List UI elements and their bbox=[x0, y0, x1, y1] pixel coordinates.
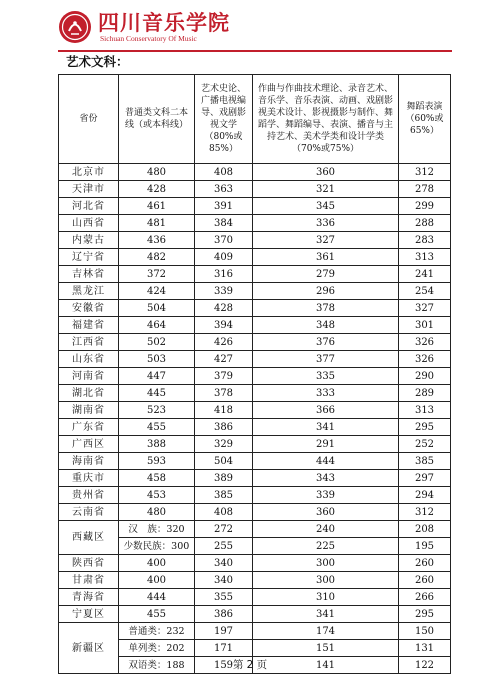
province-cell: 新疆区 bbox=[59, 623, 119, 674]
table-row bbox=[59, 351, 451, 368]
composition-score-cell: 376 bbox=[253, 334, 399, 351]
province-cell: 广东省 bbox=[59, 419, 119, 436]
composition-score-cell: 141 bbox=[253, 657, 399, 674]
art-theory-score-cell: 340 bbox=[195, 555, 253, 572]
composition-score-cell: 360 bbox=[253, 164, 399, 181]
dance-score-cell: 208 bbox=[399, 521, 451, 538]
dance-score-cell: 241 bbox=[399, 266, 451, 283]
art-theory-score-cell: 355 bbox=[195, 589, 253, 606]
composition-score-cell: 291 bbox=[253, 436, 399, 453]
province-cell: 云南省 bbox=[59, 504, 119, 521]
header-art-theory: 艺术史论、广播电视编导、戏剧影视文学（80%或85%） bbox=[195, 75, 253, 164]
art-theory-score-cell: 197 bbox=[195, 623, 253, 640]
page-number: 第 2 页 bbox=[232, 659, 268, 671]
art-theory-score-cell: 386 bbox=[195, 606, 253, 623]
table-row bbox=[59, 487, 451, 504]
art-theory-score-cell: 408 bbox=[195, 504, 253, 521]
composition-score-cell: 377 bbox=[253, 351, 399, 368]
baseline-cell: 汉 族：320 bbox=[119, 521, 195, 538]
dance-score-cell: 299 bbox=[399, 198, 451, 215]
province-cell: 重庆市 bbox=[59, 470, 119, 487]
header-province: 省份 bbox=[59, 75, 119, 164]
province-cell: 内蒙古 bbox=[59, 232, 119, 249]
dance-score-cell: 278 bbox=[399, 181, 451, 198]
province-cell: 陕西省 bbox=[59, 555, 119, 572]
art-theory-score-cell: 391 bbox=[195, 198, 253, 215]
composition-score-cell: 360 bbox=[253, 504, 399, 521]
table-row bbox=[59, 623, 451, 640]
composition-score-cell: 240 bbox=[253, 521, 399, 538]
baseline-cell: 461 bbox=[119, 198, 195, 215]
baseline-cell: 428 bbox=[119, 181, 195, 198]
art-theory-score-cell: 379 bbox=[195, 368, 253, 385]
composition-score-cell: 335 bbox=[253, 368, 399, 385]
baseline-cell: 双语类：188 bbox=[119, 657, 195, 674]
table-header-row bbox=[59, 75, 451, 164]
table-row bbox=[59, 436, 451, 453]
composition-score-cell: 333 bbox=[253, 385, 399, 402]
dance-score-cell: 326 bbox=[399, 351, 451, 368]
art-theory-score-cell: 255 bbox=[195, 538, 253, 555]
art-theory-score-cell: 316 bbox=[195, 266, 253, 283]
composition-score-cell: 341 bbox=[253, 419, 399, 436]
province-cell: 吉林省 bbox=[59, 266, 119, 283]
composition-score-cell: 151 bbox=[253, 640, 399, 657]
province-cell: 山东省 bbox=[59, 351, 119, 368]
dance-score-cell: 313 bbox=[399, 249, 451, 266]
province-cell: 贵州省 bbox=[59, 487, 119, 504]
baseline-cell: 445 bbox=[119, 385, 195, 402]
baseline-cell: 523 bbox=[119, 402, 195, 419]
province-cell: 河北省 bbox=[59, 198, 119, 215]
table-row bbox=[59, 385, 451, 402]
baseline-cell: 436 bbox=[119, 232, 195, 249]
table-row bbox=[59, 334, 451, 351]
table-row bbox=[59, 232, 451, 249]
table-row bbox=[59, 215, 451, 232]
art-theory-score-cell: 394 bbox=[195, 317, 253, 334]
dance-score-cell: 288 bbox=[399, 215, 451, 232]
dance-score-cell: 150 bbox=[399, 623, 451, 640]
table-row bbox=[59, 198, 451, 215]
baseline-cell: 453 bbox=[119, 487, 195, 504]
composition-score-cell: 361 bbox=[253, 249, 399, 266]
table-row bbox=[59, 317, 451, 334]
art-theory-score-cell: 504 bbox=[195, 453, 253, 470]
score-table bbox=[58, 74, 451, 674]
table-row bbox=[59, 555, 451, 572]
dance-score-cell: 295 bbox=[399, 419, 451, 436]
art-theory-score-cell: 385 bbox=[195, 487, 253, 504]
composition-score-cell: 279 bbox=[253, 266, 399, 283]
baseline-cell: 481 bbox=[119, 215, 195, 232]
dance-score-cell: 312 bbox=[399, 504, 451, 521]
composition-score-cell: 174 bbox=[253, 623, 399, 640]
table-row bbox=[59, 368, 451, 385]
dance-score-cell: 260 bbox=[399, 555, 451, 572]
dance-score-cell: 385 bbox=[399, 453, 451, 470]
dance-score-cell: 260 bbox=[399, 572, 451, 589]
dance-score-cell: 312 bbox=[399, 164, 451, 181]
composition-score-cell: 300 bbox=[253, 555, 399, 572]
dance-score-cell: 254 bbox=[399, 283, 451, 300]
composition-score-cell: 378 bbox=[253, 300, 399, 317]
baseline-cell: 400 bbox=[119, 572, 195, 589]
baseline-cell: 464 bbox=[119, 317, 195, 334]
art-theory-score-cell: 384 bbox=[195, 215, 253, 232]
art-theory-score-cell: 363 bbox=[195, 181, 253, 198]
table-body bbox=[59, 164, 451, 674]
dance-score-cell: 252 bbox=[399, 436, 451, 453]
province-cell: 福建省 bbox=[59, 317, 119, 334]
composition-score-cell: 343 bbox=[253, 470, 399, 487]
art-theory-score-cell: 386 bbox=[195, 419, 253, 436]
baseline-cell: 458 bbox=[119, 470, 195, 487]
composition-score-cell: 366 bbox=[253, 402, 399, 419]
province-cell: 天津市 bbox=[59, 181, 119, 198]
composition-score-cell: 225 bbox=[253, 538, 399, 555]
table-row bbox=[59, 521, 451, 538]
header-composition: 作曲与作曲技术理论、录音艺术、音乐学、音乐表演、动画、戏剧影视美术设计、影视摄影与制作、舞蹈学、舞蹈编导、表演、播音与主持艺术、美术学类和设计学类（70%或75%） bbox=[253, 75, 399, 164]
art-theory-score-cell: 426 bbox=[195, 334, 253, 351]
baseline-cell: 372 bbox=[119, 266, 195, 283]
province-cell: 广西区 bbox=[59, 436, 119, 453]
baseline-cell: 502 bbox=[119, 334, 195, 351]
baseline-cell: 单列类：202 bbox=[119, 640, 195, 657]
brand-name-cn: 四川音乐学院 bbox=[98, 10, 230, 35]
composition-score-cell: 300 bbox=[253, 572, 399, 589]
composition-score-cell: 327 bbox=[253, 232, 399, 249]
art-theory-score-cell: 370 bbox=[195, 232, 253, 249]
province-cell: 青海省 bbox=[59, 589, 119, 606]
table-row bbox=[59, 402, 451, 419]
composition-score-cell: 341 bbox=[253, 606, 399, 623]
province-cell: 山西省 bbox=[59, 215, 119, 232]
province-cell: 宁夏区 bbox=[59, 606, 119, 623]
table-row bbox=[59, 606, 451, 623]
art-theory-score-cell: 329 bbox=[195, 436, 253, 453]
section-title: 艺术文科： bbox=[66, 54, 129, 69]
dance-score-cell: 327 bbox=[399, 300, 451, 317]
table-row bbox=[59, 249, 451, 266]
dance-score-cell: 266 bbox=[399, 589, 451, 606]
province-cell: 黑龙江 bbox=[59, 283, 119, 300]
table-row bbox=[59, 164, 451, 181]
art-theory-score-cell: 427 bbox=[195, 351, 253, 368]
table-row bbox=[59, 266, 451, 283]
dance-score-cell: 195 bbox=[399, 538, 451, 555]
dance-score-cell: 289 bbox=[399, 385, 451, 402]
dance-score-cell: 283 bbox=[399, 232, 451, 249]
art-theory-score-cell: 159 bbox=[195, 657, 253, 674]
baseline-cell: 503 bbox=[119, 351, 195, 368]
province-cell: 江西省 bbox=[59, 334, 119, 351]
baseline-cell: 455 bbox=[119, 606, 195, 623]
table-row bbox=[59, 572, 451, 589]
baseline-cell: 455 bbox=[119, 419, 195, 436]
table-row bbox=[59, 300, 451, 317]
art-theory-score-cell: 389 bbox=[195, 470, 253, 487]
baseline-cell: 504 bbox=[119, 300, 195, 317]
table-row bbox=[59, 283, 451, 300]
composition-score-cell: 310 bbox=[253, 589, 399, 606]
header bbox=[58, 10, 458, 48]
dance-score-cell: 326 bbox=[399, 334, 451, 351]
dance-score-cell: 294 bbox=[399, 487, 451, 504]
baseline-cell: 480 bbox=[119, 504, 195, 521]
baseline-cell: 444 bbox=[119, 589, 195, 606]
header-dance: 舞蹈表演（60%或65%） bbox=[399, 75, 451, 164]
province-cell: 湖北省 bbox=[59, 385, 119, 402]
art-theory-score-cell: 418 bbox=[195, 402, 253, 419]
province-cell: 河南省 bbox=[59, 368, 119, 385]
dance-score-cell: 313 bbox=[399, 402, 451, 419]
baseline-cell: 少数民族：300 bbox=[119, 538, 195, 555]
art-theory-score-cell: 272 bbox=[195, 521, 253, 538]
art-theory-score-cell: 340 bbox=[195, 572, 253, 589]
dance-score-cell: 297 bbox=[399, 470, 451, 487]
table-row bbox=[59, 453, 451, 470]
art-theory-score-cell: 408 bbox=[195, 164, 253, 181]
header-divider bbox=[58, 50, 452, 52]
baseline-cell: 424 bbox=[119, 283, 195, 300]
composition-score-cell: 345 bbox=[253, 198, 399, 215]
dance-score-cell: 122 bbox=[399, 657, 451, 674]
composition-score-cell: 321 bbox=[253, 181, 399, 198]
baseline-cell: 593 bbox=[119, 453, 195, 470]
province-cell: 甘肃省 bbox=[59, 572, 119, 589]
composition-score-cell: 348 bbox=[253, 317, 399, 334]
province-cell: 海南省 bbox=[59, 453, 119, 470]
composition-score-cell: 336 bbox=[253, 215, 399, 232]
composition-score-cell: 444 bbox=[253, 453, 399, 470]
baseline-cell: 普通类：232 bbox=[119, 623, 195, 640]
art-theory-score-cell: 428 bbox=[195, 300, 253, 317]
baseline-cell: 388 bbox=[119, 436, 195, 453]
brand-name-en: Sichuan Conservatory Of Music bbox=[100, 34, 197, 43]
art-theory-score-cell: 409 bbox=[195, 249, 253, 266]
baseline-cell: 447 bbox=[119, 368, 195, 385]
dance-score-cell: 295 bbox=[399, 606, 451, 623]
table-row bbox=[59, 181, 451, 198]
dance-score-cell: 290 bbox=[399, 368, 451, 385]
province-cell: 北京市 bbox=[59, 164, 119, 181]
province-cell: 安徽省 bbox=[59, 300, 119, 317]
province-cell: 辽宁省 bbox=[59, 249, 119, 266]
province-cell: 西藏区 bbox=[59, 521, 119, 555]
header-baseline: 普通类文科二本线（或本科线） bbox=[119, 75, 195, 164]
composition-score-cell: 296 bbox=[253, 283, 399, 300]
art-theory-score-cell: 339 bbox=[195, 283, 253, 300]
composition-score-cell: 339 bbox=[253, 487, 399, 504]
baseline-cell: 400 bbox=[119, 555, 195, 572]
table-row bbox=[59, 470, 451, 487]
table-row bbox=[59, 589, 451, 606]
table-row bbox=[59, 504, 451, 521]
dance-score-cell: 301 bbox=[399, 317, 451, 334]
school-seal-icon bbox=[58, 10, 92, 44]
table-row bbox=[59, 419, 451, 436]
art-theory-score-cell: 171 bbox=[195, 640, 253, 657]
art-theory-score-cell: 378 bbox=[195, 385, 253, 402]
baseline-cell: 482 bbox=[119, 249, 195, 266]
dance-score-cell: 131 bbox=[399, 640, 451, 657]
baseline-cell: 480 bbox=[119, 164, 195, 181]
province-cell: 湖南省 bbox=[59, 402, 119, 419]
